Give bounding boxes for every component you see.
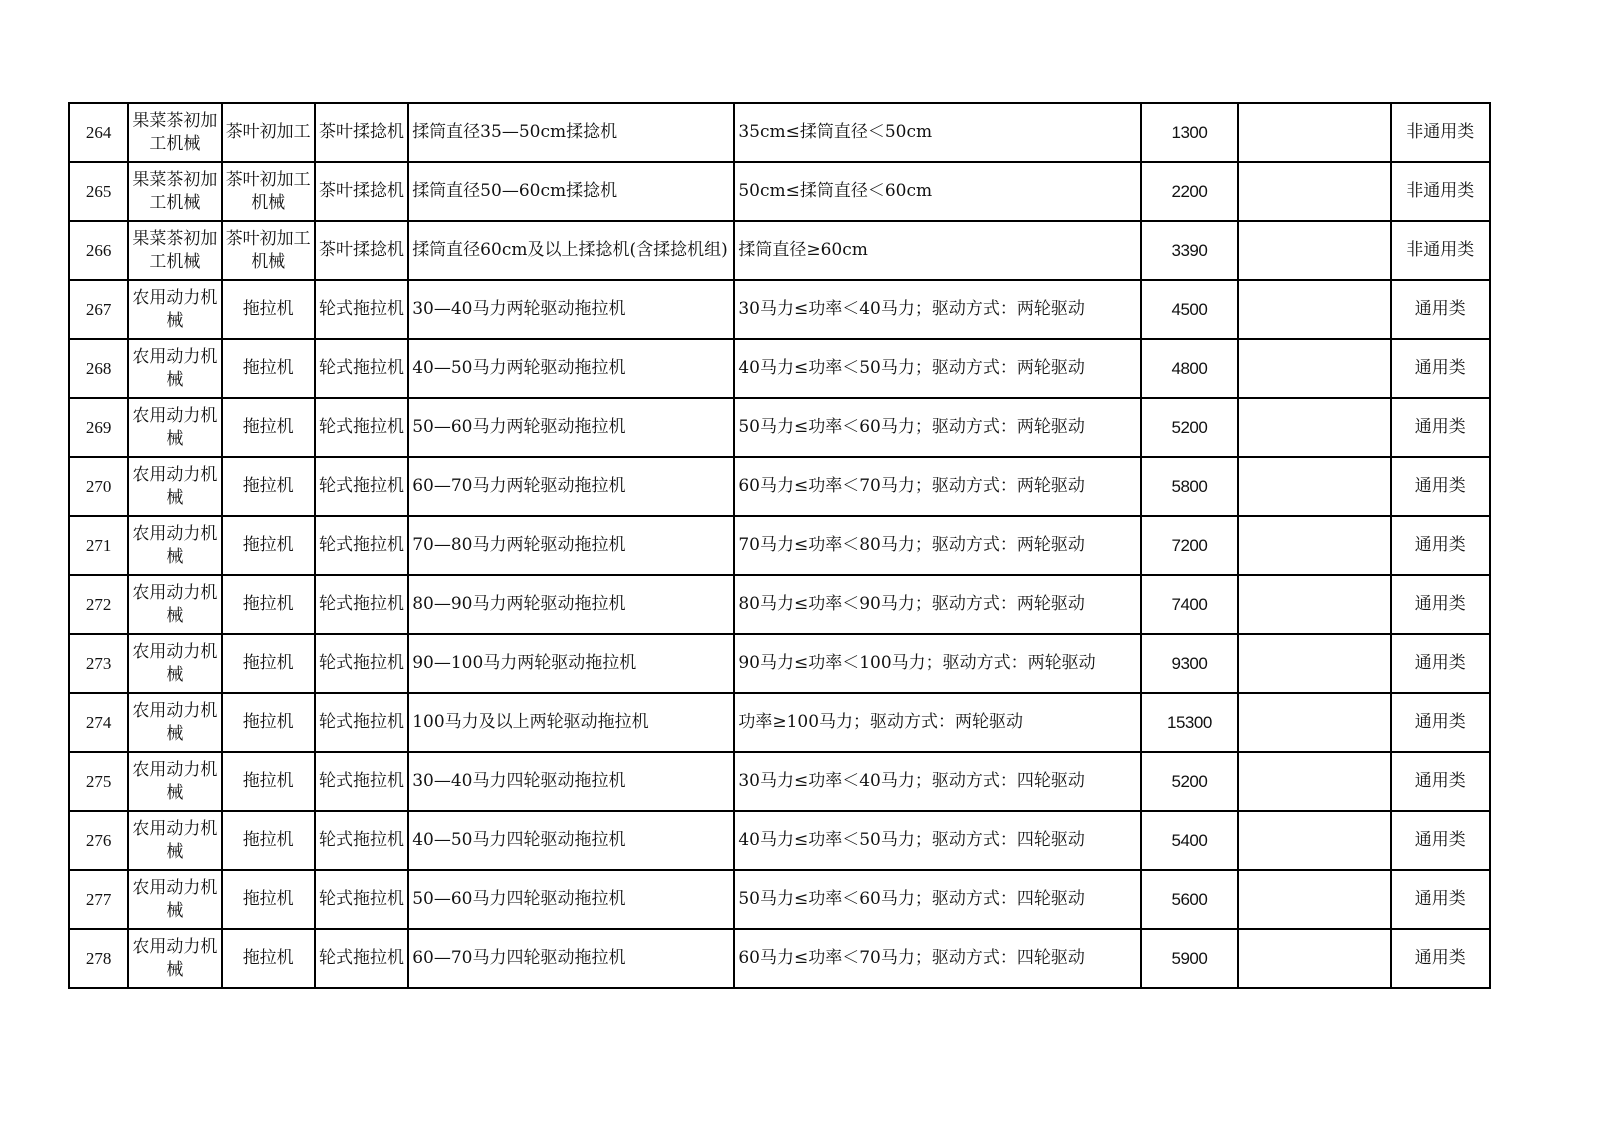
cell-grade: 50—60马力四轮驱动拖拉机 [408, 870, 734, 929]
cell-note [1238, 693, 1391, 752]
cell-subcategory: 拖拉机 [222, 339, 315, 398]
cell-item: 茶叶揉捻机 [315, 103, 408, 162]
cell-subsidy: 7200 [1141, 516, 1238, 575]
cell-grade: 30—40马力四轮驱动拖拉机 [408, 752, 734, 811]
cell-item: 轮式拖拉机 [315, 752, 408, 811]
cell-grade: 60—70马力两轮驱动拖拉机 [408, 457, 734, 516]
cell-subcategory: 茶叶初加工 [222, 103, 315, 162]
cell-type: 通用类 [1391, 752, 1490, 811]
cell-subcategory: 拖拉机 [222, 929, 315, 988]
cell-basic-config: 功率≥100马力；驱动方式：两轮驱动 [734, 693, 1140, 752]
table-row [69, 870, 1490, 929]
cell-note [1238, 752, 1391, 811]
cell-grade: 100马力及以上两轮驱动拖拉机 [408, 693, 734, 752]
table-body [69, 103, 1490, 988]
cell-item: 轮式拖拉机 [315, 575, 408, 634]
cell-number: 277 [69, 870, 128, 929]
cell-item: 轮式拖拉机 [315, 693, 408, 752]
cell-basic-config: 60马力≤功率＜70马力；驱动方式：两轮驱动 [734, 457, 1140, 516]
cell-grade: 60—70马力四轮驱动拖拉机 [408, 929, 734, 988]
subsidy-table [68, 102, 1491, 989]
cell-basic-config: 70马力≤功率＜80马力；驱动方式：两轮驱动 [734, 516, 1140, 575]
cell-category: 农用动力机械 [128, 693, 221, 752]
cell-subsidy: 5900 [1141, 929, 1238, 988]
cell-basic-config: 35cm≤揉筒直径＜50cm [734, 103, 1140, 162]
cell-basic-config: 30马力≤功率＜40马力；驱动方式：两轮驱动 [734, 280, 1140, 339]
table-row [69, 280, 1490, 339]
cell-basic-config: 60马力≤功率＜70马力；驱动方式：四轮驱动 [734, 929, 1140, 988]
cell-category: 农用动力机械 [128, 457, 221, 516]
table-row [69, 693, 1490, 752]
cell-subsidy: 1300 [1141, 103, 1238, 162]
cell-grade: 80—90马力两轮驱动拖拉机 [408, 575, 734, 634]
table-row [69, 103, 1490, 162]
cell-basic-config: 80马力≤功率＜90马力；驱动方式：两轮驱动 [734, 575, 1140, 634]
cell-basic-config: 揉筒直径≥60cm [734, 221, 1140, 280]
cell-number: 273 [69, 634, 128, 693]
cell-grade: 70—80马力两轮驱动拖拉机 [408, 516, 734, 575]
cell-item: 轮式拖拉机 [315, 870, 408, 929]
table-row [69, 929, 1490, 988]
cell-category: 农用动力机械 [128, 339, 221, 398]
cell-number: 267 [69, 280, 128, 339]
table-row [69, 811, 1490, 870]
cell-item: 轮式拖拉机 [315, 339, 408, 398]
cell-subcategory: 拖拉机 [222, 752, 315, 811]
table-row [69, 752, 1490, 811]
cell-grade: 揉筒直径50—60cm揉捻机 [408, 162, 734, 221]
cell-subcategory: 拖拉机 [222, 280, 315, 339]
cell-note [1238, 457, 1391, 516]
cell-subcategory: 拖拉机 [222, 398, 315, 457]
cell-type: 通用类 [1391, 693, 1490, 752]
cell-type: 通用类 [1391, 634, 1490, 693]
cell-category: 农用动力机械 [128, 870, 221, 929]
cell-subsidy: 9300 [1141, 634, 1238, 693]
cell-subsidy: 5400 [1141, 811, 1238, 870]
cell-item: 轮式拖拉机 [315, 811, 408, 870]
cell-grade: 40—50马力四轮驱动拖拉机 [408, 811, 734, 870]
cell-grade: 30—40马力两轮驱动拖拉机 [408, 280, 734, 339]
cell-type: 非通用类 [1391, 221, 1490, 280]
cell-subsidy: 15300 [1141, 693, 1238, 752]
table-row [69, 516, 1490, 575]
cell-subcategory: 茶叶初加工机械 [222, 221, 315, 280]
cell-subcategory: 拖拉机 [222, 516, 315, 575]
cell-basic-config: 40马力≤功率＜50马力；驱动方式：四轮驱动 [734, 811, 1140, 870]
table-row [69, 634, 1490, 693]
cell-category: 农用动力机械 [128, 280, 221, 339]
cell-number: 270 [69, 457, 128, 516]
table-row [69, 398, 1490, 457]
cell-note [1238, 221, 1391, 280]
cell-number: 276 [69, 811, 128, 870]
cell-category: 农用动力机械 [128, 929, 221, 988]
cell-note [1238, 929, 1391, 988]
cell-type: 通用类 [1391, 339, 1490, 398]
cell-note [1238, 516, 1391, 575]
cell-subcategory: 茶叶初加工机械 [222, 162, 315, 221]
table-row [69, 339, 1490, 398]
cell-number: 272 [69, 575, 128, 634]
cell-category: 农用动力机械 [128, 634, 221, 693]
cell-number: 266 [69, 221, 128, 280]
cell-note [1238, 280, 1391, 339]
cell-type: 通用类 [1391, 575, 1490, 634]
cell-basic-config: 50cm≤揉筒直径＜60cm [734, 162, 1140, 221]
cell-grade: 40—50马力两轮驱动拖拉机 [408, 339, 734, 398]
cell-subsidy: 5600 [1141, 870, 1238, 929]
cell-category: 农用动力机械 [128, 516, 221, 575]
cell-grade: 50—60马力两轮驱动拖拉机 [408, 398, 734, 457]
cell-number: 278 [69, 929, 128, 988]
cell-type: 通用类 [1391, 398, 1490, 457]
cell-number: 269 [69, 398, 128, 457]
cell-item: 轮式拖拉机 [315, 280, 408, 339]
cell-item: 轮式拖拉机 [315, 516, 408, 575]
cell-note [1238, 398, 1391, 457]
cell-basic-config: 40马力≤功率＜50马力；驱动方式：两轮驱动 [734, 339, 1140, 398]
cell-note [1238, 870, 1391, 929]
cell-note [1238, 634, 1391, 693]
cell-basic-config: 50马力≤功率＜60马力；驱动方式：四轮驱动 [734, 870, 1140, 929]
table-row [69, 221, 1490, 280]
table-row [69, 575, 1490, 634]
cell-subcategory: 拖拉机 [222, 575, 315, 634]
cell-subsidy: 4500 [1141, 280, 1238, 339]
cell-item: 茶叶揉捻机 [315, 221, 408, 280]
cell-number: 275 [69, 752, 128, 811]
cell-item: 轮式拖拉机 [315, 929, 408, 988]
cell-basic-config: 50马力≤功率＜60马力；驱动方式：两轮驱动 [734, 398, 1140, 457]
cell-note [1238, 162, 1391, 221]
cell-number: 265 [69, 162, 128, 221]
cell-type: 通用类 [1391, 280, 1490, 339]
cell-basic-config: 90马力≤功率＜100马力；驱动方式：两轮驱动 [734, 634, 1140, 693]
cell-note [1238, 103, 1391, 162]
cell-type: 通用类 [1391, 811, 1490, 870]
cell-subcategory: 拖拉机 [222, 870, 315, 929]
cell-type: 通用类 [1391, 516, 1490, 575]
cell-item: 轮式拖拉机 [315, 457, 408, 516]
cell-subcategory: 拖拉机 [222, 634, 315, 693]
cell-subcategory: 拖拉机 [222, 811, 315, 870]
cell-subcategory: 拖拉机 [222, 693, 315, 752]
cell-category: 果菜茶初加工机械 [128, 221, 221, 280]
table-row [69, 162, 1490, 221]
cell-subsidy: 5200 [1141, 752, 1238, 811]
cell-category: 农用动力机械 [128, 752, 221, 811]
cell-type: 通用类 [1391, 870, 1490, 929]
cell-note [1238, 339, 1391, 398]
cell-category: 农用动力机械 [128, 575, 221, 634]
cell-subcategory: 拖拉机 [222, 457, 315, 516]
cell-subsidy: 5800 [1141, 457, 1238, 516]
cell-category: 农用动力机械 [128, 398, 221, 457]
table-row [69, 457, 1490, 516]
cell-category: 果菜茶初加工机械 [128, 162, 221, 221]
cell-type: 非通用类 [1391, 162, 1490, 221]
cell-grade: 90—100马力两轮驱动拖拉机 [408, 634, 734, 693]
cell-number: 264 [69, 103, 128, 162]
cell-subsidy: 4800 [1141, 339, 1238, 398]
cell-note [1238, 575, 1391, 634]
cell-category: 农用动力机械 [128, 811, 221, 870]
cell-subsidy: 2200 [1141, 162, 1238, 221]
cell-type: 非通用类 [1391, 103, 1490, 162]
cell-subsidy: 5200 [1141, 398, 1238, 457]
cell-subsidy: 3390 [1141, 221, 1238, 280]
cell-note [1238, 811, 1391, 870]
cell-item: 轮式拖拉机 [315, 398, 408, 457]
cell-grade: 揉筒直径35—50cm揉捻机 [408, 103, 734, 162]
cell-category: 果菜茶初加工机械 [128, 103, 221, 162]
cell-number: 274 [69, 693, 128, 752]
cell-type: 通用类 [1391, 457, 1490, 516]
cell-item: 茶叶揉捻机 [315, 162, 408, 221]
cell-basic-config: 30马力≤功率＜40马力；驱动方式：四轮驱动 [734, 752, 1140, 811]
cell-item: 轮式拖拉机 [315, 634, 408, 693]
cell-number: 271 [69, 516, 128, 575]
cell-number: 268 [69, 339, 128, 398]
cell-type: 通用类 [1391, 929, 1490, 988]
cell-grade: 揉筒直径60cm及以上揉捻机(含揉捻机组) [408, 221, 734, 280]
cell-subsidy: 7400 [1141, 575, 1238, 634]
